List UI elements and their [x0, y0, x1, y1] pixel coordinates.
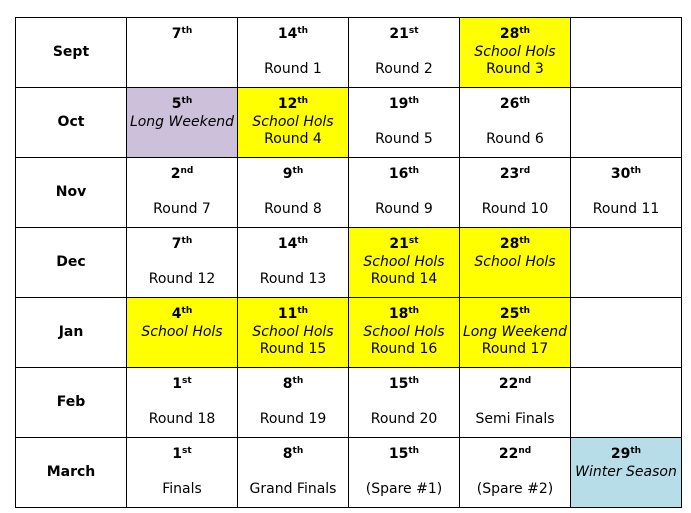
fixture-calendar-body [16, 18, 682, 508]
date-number [460, 26, 570, 44]
date-ordinal-suffix: th [519, 96, 531, 106]
date-day: 26 [499, 96, 520, 112]
month-label: Nov [16, 158, 127, 228]
date-cell [238, 158, 349, 228]
month-row [16, 438, 682, 508]
spacer [349, 464, 459, 481]
date-day: 25 [499, 306, 520, 322]
date-number [127, 376, 237, 394]
round-label: Round 14 [370, 271, 438, 287]
date-number [238, 166, 348, 184]
date-number [127, 166, 237, 184]
date-day: 7 [171, 26, 182, 42]
round-label: Round 7 [153, 201, 211, 217]
date-ordinal-suffix: th [181, 26, 193, 36]
empty-cell [571, 18, 682, 88]
date-ordinal-suffix: nd [518, 446, 532, 456]
date-number [349, 376, 459, 394]
date-day: 15 [388, 446, 409, 462]
date-day: 4 [171, 306, 182, 322]
date-day: 12 [277, 96, 298, 112]
date-number [349, 166, 459, 184]
date-day: 19 [388, 96, 409, 112]
date-cell [127, 18, 238, 88]
round-label: Grand Finals [249, 481, 337, 497]
date-cell [238, 228, 349, 298]
spacer [127, 394, 237, 411]
date-day: 28 [499, 26, 520, 42]
date-number [238, 236, 348, 254]
date-ordinal-suffix: st [408, 236, 419, 246]
date-cell [238, 298, 349, 368]
date-cell [349, 228, 460, 298]
date-ordinal-suffix: th [292, 166, 304, 176]
date-ordinal-suffix: st [182, 376, 192, 386]
fixture-calendar-table [15, 17, 682, 508]
date-number [238, 446, 348, 464]
spacer [238, 464, 348, 481]
round-label: Round 16 [370, 341, 438, 357]
round-label: Round 20 [370, 411, 438, 427]
date-day: 8 [282, 446, 293, 462]
round-label: Round 8 [264, 201, 322, 217]
date-cell [127, 228, 238, 298]
date-cell [349, 88, 460, 158]
date-cell [349, 438, 460, 508]
round-label: Round 11 [592, 201, 660, 217]
event-note: Long Weekend [462, 324, 568, 340]
date-cell [238, 18, 349, 88]
month-row [16, 368, 682, 438]
date-day: 28 [499, 236, 520, 252]
month-label: Jan [16, 298, 127, 368]
date-cell [127, 88, 238, 158]
month-label: Dec [16, 228, 127, 298]
date-cell [349, 18, 460, 88]
date-day: 14 [277, 236, 298, 252]
date-cell [349, 298, 460, 368]
date-ordinal-suffix: th [408, 306, 420, 316]
date-day: 29 [610, 446, 631, 462]
month-label: Sept [16, 18, 127, 88]
spacer [127, 464, 237, 481]
spacer [460, 114, 570, 131]
date-day: 15 [388, 376, 409, 392]
date-day: 1 [172, 376, 183, 392]
spacer [349, 44, 459, 61]
round-label: Round 2 [375, 61, 433, 77]
event-note: School Hols [363, 324, 445, 340]
date-day: 22 [498, 376, 519, 392]
date-number [460, 96, 570, 114]
round-label: Finals [162, 481, 202, 497]
date-ordinal-suffix: nd [518, 376, 532, 386]
spacer [238, 44, 348, 61]
round-label: Round 12 [148, 271, 216, 287]
date-cell [571, 158, 682, 228]
date-number [460, 236, 570, 254]
month-row [16, 158, 682, 228]
round-label: Round 15 [259, 341, 327, 357]
date-cell [238, 438, 349, 508]
date-number [238, 96, 348, 114]
date-ordinal-suffix: th [408, 96, 420, 106]
date-number [127, 26, 237, 44]
date-cell [349, 158, 460, 228]
date-day: 21 [389, 26, 409, 42]
date-day: 8 [282, 376, 293, 392]
round-label: (Spare #2) [476, 481, 554, 497]
date-number [349, 236, 459, 254]
date-cell [460, 438, 571, 508]
date-cell [460, 18, 571, 88]
month-label: Oct [16, 88, 127, 158]
round-label: Round 4 [264, 131, 322, 147]
spacer [460, 394, 570, 411]
event-note: School Hols [252, 324, 334, 340]
event-note: School Hols [363, 254, 445, 270]
round-label: Round 17 [481, 341, 549, 357]
date-day: 22 [498, 446, 519, 462]
round-label: Round 5 [375, 131, 433, 147]
date-number [238, 376, 348, 394]
event-note: Long Weekend [129, 114, 235, 130]
spacer [238, 394, 348, 411]
date-cell [127, 298, 238, 368]
spacer [349, 394, 459, 411]
date-number [127, 306, 237, 324]
date-cell [571, 438, 682, 508]
round-label: Semi Finals [475, 411, 555, 427]
date-number [460, 376, 570, 394]
date-day: 9 [282, 166, 293, 182]
round-label: Round 3 [486, 61, 544, 77]
date-ordinal-suffix: nd [180, 166, 194, 176]
date-ordinal-suffix: th [297, 26, 309, 36]
date-ordinal-suffix: st [408, 26, 419, 36]
round-label: Round 10 [481, 201, 549, 217]
date-ordinal-suffix: th [630, 166, 642, 176]
spacer [349, 184, 459, 201]
date-day: 23 [499, 166, 520, 182]
date-ordinal-suffix: rd [519, 166, 531, 176]
event-note: Winter Season [575, 464, 677, 480]
date-ordinal-suffix: th [292, 446, 304, 456]
date-ordinal-suffix: th [408, 166, 420, 176]
date-cell [460, 298, 571, 368]
date-ordinal-suffix: th [630, 446, 642, 456]
date-number [571, 166, 681, 184]
round-label: Round 1 [264, 61, 322, 77]
spacer [460, 184, 570, 201]
empty-cell [571, 368, 682, 438]
date-cell [238, 88, 349, 158]
date-day: 7 [171, 236, 182, 252]
date-cell [460, 228, 571, 298]
date-cell [349, 368, 460, 438]
round-label: Round 6 [486, 131, 544, 147]
event-note: School Hols [474, 44, 556, 60]
date-cell [238, 368, 349, 438]
empty-cell [571, 298, 682, 368]
date-day: 11 [277, 306, 298, 322]
date-ordinal-suffix: th [408, 446, 420, 456]
date-ordinal-suffix: th [519, 236, 531, 246]
round-label: Round 13 [259, 271, 327, 287]
date-cell [460, 368, 571, 438]
date-ordinal-suffix: th [181, 96, 193, 106]
date-number [127, 96, 237, 114]
date-ordinal-suffix: th [181, 306, 193, 316]
date-number [460, 166, 570, 184]
month-label: March [16, 438, 127, 508]
round-label: Round 19 [259, 411, 327, 427]
month-row [16, 298, 682, 368]
date-day: 1 [172, 446, 183, 462]
spacer [571, 184, 681, 201]
date-number [238, 306, 348, 324]
spacer [238, 184, 348, 201]
date-number [571, 446, 681, 464]
date-cell [460, 88, 571, 158]
round-label: (Spare #1) [365, 481, 443, 497]
month-row [16, 18, 682, 88]
spacer [127, 44, 237, 61]
date-day: 2 [170, 166, 181, 182]
date-number [127, 236, 237, 254]
date-ordinal-suffix: th [297, 306, 309, 316]
date-number [460, 306, 570, 324]
date-number [238, 26, 348, 44]
date-ordinal-suffix: st [182, 446, 192, 456]
date-day: 30 [610, 166, 631, 182]
date-cell [127, 158, 238, 228]
event-note: School Hols [474, 254, 556, 270]
date-day: 16 [388, 166, 409, 182]
date-number [349, 96, 459, 114]
event-note: School Hols [252, 114, 334, 130]
spacer [238, 254, 348, 271]
event-note: School Hols [141, 324, 223, 340]
spacer [349, 114, 459, 131]
empty-cell [571, 228, 682, 298]
date-ordinal-suffix: th [519, 306, 531, 316]
spacer [127, 184, 237, 201]
month-label: Feb [16, 368, 127, 438]
date-day: 5 [171, 96, 182, 112]
spacer [460, 464, 570, 481]
date-day: 21 [389, 236, 409, 252]
spacer [127, 254, 237, 271]
date-number [460, 446, 570, 464]
month-row [16, 88, 682, 158]
date-ordinal-suffix: th [292, 376, 304, 386]
date-number [349, 26, 459, 44]
round-label: Round 18 [148, 411, 216, 427]
empty-cell [571, 88, 682, 158]
date-ordinal-suffix: th [408, 376, 420, 386]
date-day: 14 [277, 26, 298, 42]
date-number [349, 306, 459, 324]
date-ordinal-suffix: th [297, 236, 309, 246]
date-cell [127, 368, 238, 438]
date-cell [460, 158, 571, 228]
month-row [16, 228, 682, 298]
date-number [349, 446, 459, 464]
date-ordinal-suffix: th [297, 96, 309, 106]
date-ordinal-suffix: th [181, 236, 193, 246]
date-number [127, 446, 237, 464]
round-label: Round 9 [375, 201, 433, 217]
date-ordinal-suffix: th [519, 26, 531, 36]
date-day: 18 [388, 306, 409, 322]
date-cell [127, 438, 238, 508]
